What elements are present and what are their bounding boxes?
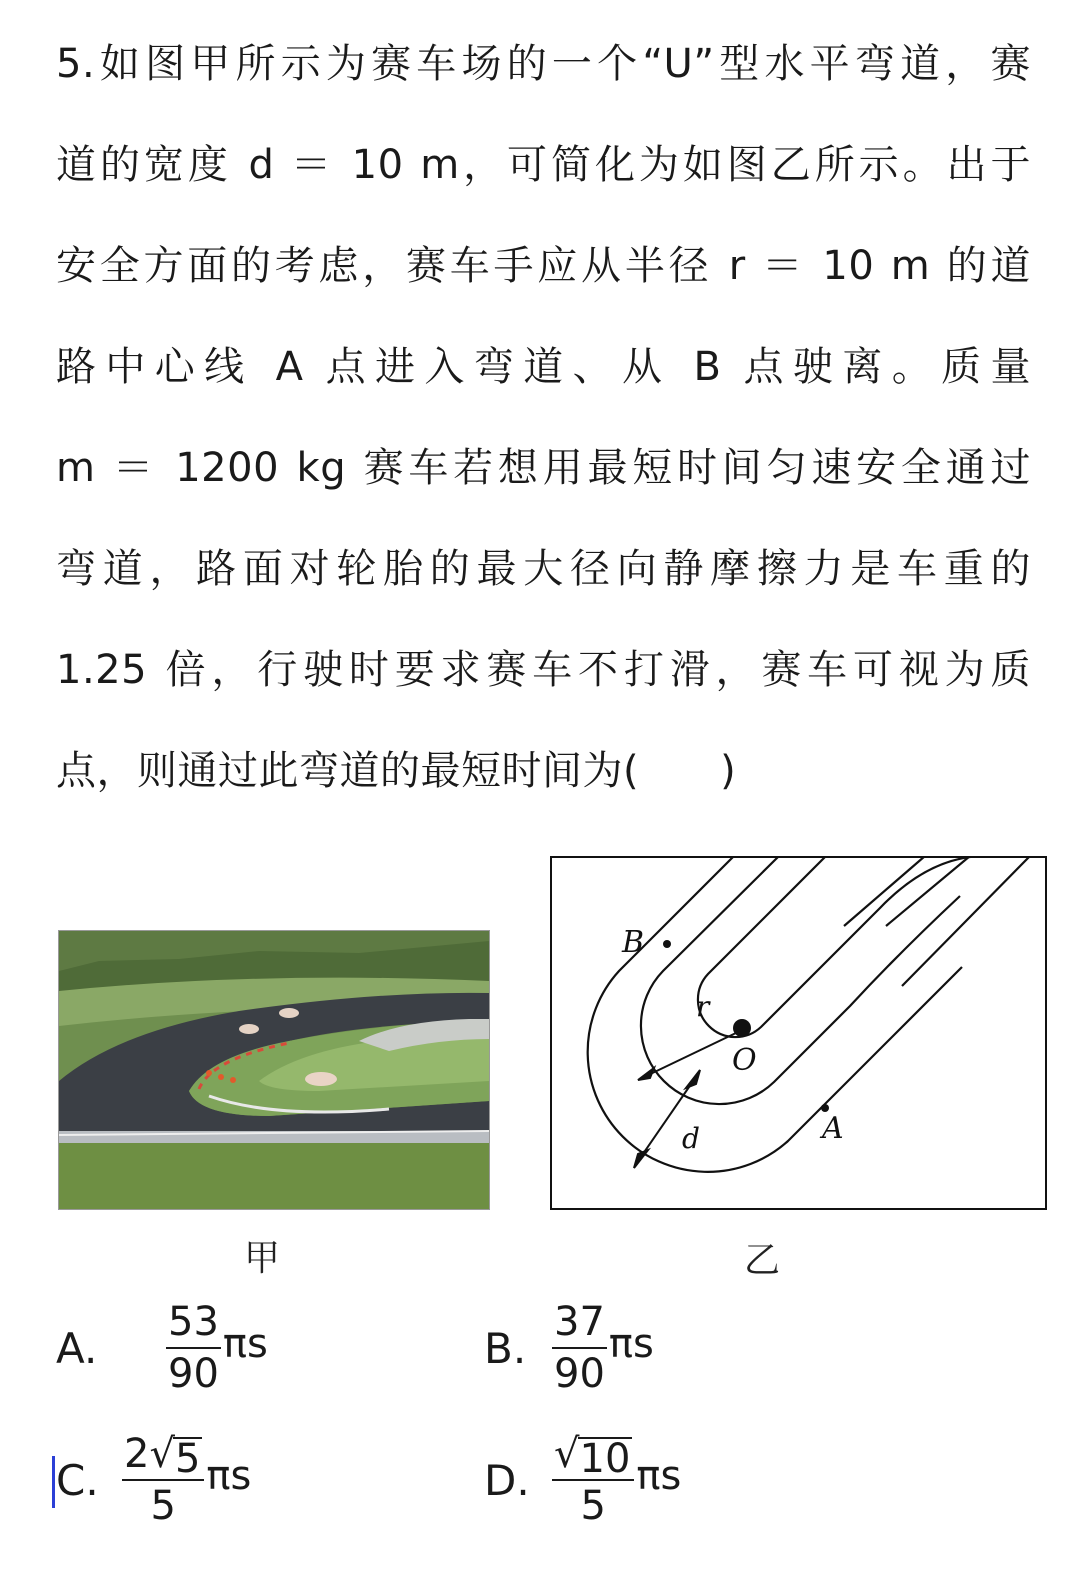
label-d: d: [682, 1122, 700, 1155]
label-r: r: [696, 990, 710, 1023]
choice-letter: B.: [484, 1323, 527, 1373]
label-B: B: [622, 925, 645, 960]
fraction: [552, 1297, 607, 1399]
figure-caption-yi: 乙: [744, 1240, 781, 1281]
choice-letter: A.: [56, 1323, 98, 1373]
numerator: 53: [166, 1297, 221, 1349]
center-O: [733, 1019, 751, 1037]
choice-c[interactable]: [56, 1430, 251, 1530]
question-line: m ＝ 1200 kg 赛车若想用最短时间匀速安全通过: [56, 445, 1031, 491]
square-root: [149, 1429, 202, 1482]
choice-b[interactable]: [484, 1298, 654, 1398]
label-O: O: [732, 1043, 757, 1078]
question-text: [56, 14, 1031, 822]
figure-caption-jia: 甲: [244, 1238, 281, 1279]
question-line: 路中心线 A 点进入弯道、从 B 点驶离。质量: [56, 344, 1031, 390]
question-line: 5.如图甲所示为赛车场的一个“U”型水平弯道，赛: [56, 41, 1031, 87]
unit: πs: [206, 1453, 252, 1499]
choice-d[interactable]: [484, 1430, 681, 1530]
numerator: 37: [552, 1297, 607, 1349]
radicand: 5: [174, 1436, 201, 1482]
question-line: 道的宽度 d ＝ 10 m，可简化为如图乙所示。出于: [56, 142, 1031, 188]
unit: πs: [636, 1453, 682, 1499]
radical-sign-icon: √: [149, 1431, 175, 1477]
square-root: [554, 1429, 632, 1482]
question-line: 点，则通过此弯道的最短时间为( ): [56, 748, 737, 794]
fraction: [552, 1429, 634, 1531]
fraction: [166, 1297, 221, 1399]
numerator-coefficient: 2: [124, 1431, 150, 1477]
point-B: [663, 940, 671, 948]
choice-letter: D.: [484, 1455, 530, 1505]
radical-sign-icon: √: [554, 1431, 580, 1477]
text-cursor: [52, 1456, 55, 1508]
question-line: 1.25 倍，行驶时要求赛车不打滑，赛车可视为质: [56, 647, 1031, 693]
u-curve-diagram-svg: [550, 856, 1047, 1210]
unit: πs: [222, 1321, 268, 1367]
choice-letter: C.: [56, 1455, 99, 1505]
numerator: [552, 1429, 634, 1481]
u-curve-diagram: [550, 856, 1047, 1210]
race-track-photo: [58, 930, 490, 1210]
race-track-photo-illustration: [59, 931, 489, 1209]
fraction: [122, 1429, 204, 1531]
question-line: 安全方面的考虑，赛车手应从半径 r ＝ 10 m 的道: [56, 243, 1031, 289]
radicand: 10: [579, 1436, 631, 1482]
numerator: [122, 1429, 204, 1481]
unit: πs: [608, 1321, 654, 1367]
denominator: 5: [580, 1483, 606, 1529]
label-A: A: [822, 1111, 844, 1146]
denominator: 5: [150, 1483, 176, 1529]
choice-a[interactable]: [56, 1298, 268, 1398]
question-line: 弯道，路面对轮胎的最大径向静摩擦力是车重的: [56, 546, 1031, 592]
denominator: 90: [554, 1351, 605, 1397]
denominator: 90: [168, 1351, 219, 1397]
